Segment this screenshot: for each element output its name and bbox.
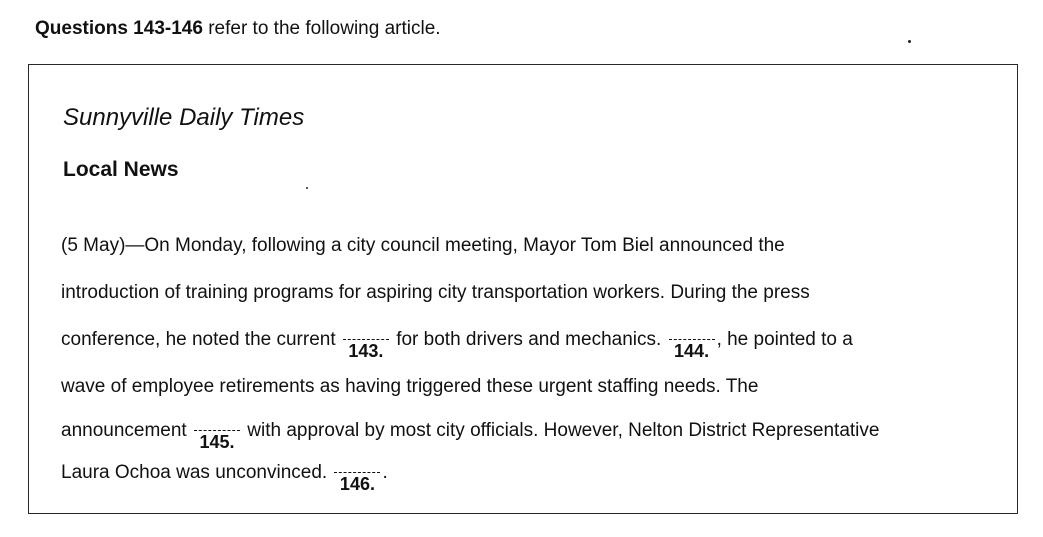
- article-line-6-start: Laura Ochoa was unconvinced.: [61, 462, 333, 483]
- article-line-5: [61, 420, 880, 452]
- paper-speck: [908, 40, 911, 43]
- blank-dash: [334, 472, 380, 473]
- article-line-6: [61, 462, 388, 494]
- article-line-2: introduction of training programs for aspiring city transportation workers. During the press: [61, 282, 810, 303]
- blank-dash: [343, 339, 389, 340]
- article-line-3-end: , he pointed to a: [716, 329, 853, 350]
- article-line-4: wave of employee retirements as having triggered these urgent staffing needs. The: [61, 376, 759, 397]
- questions-range: Questions 143-146: [35, 18, 203, 39]
- article-line-6-end: .: [382, 462, 388, 483]
- blank-145[interactable]: [192, 421, 242, 452]
- blank-dash: [669, 339, 715, 340]
- blank-number: 144.: [674, 341, 710, 361]
- article-line-3-middle: for both drivers and mechanics.: [390, 329, 667, 350]
- article-line-1: (5 May)—On Monday, following a city council meeting, Mayor Tom Biel announced the: [61, 235, 785, 256]
- blank-number: 146.: [339, 474, 375, 494]
- questions-instruction: refer to the following article.: [202, 18, 441, 39]
- blank-144[interactable]: [667, 330, 717, 361]
- blank-number: 145.: [199, 432, 235, 452]
- bleed-through-text: [500, 30, 505, 51]
- questions-header: [35, 18, 441, 40]
- blank-number: 143.: [348, 341, 384, 361]
- blank-146[interactable]: [332, 463, 382, 494]
- newspaper-title: Sunnyville Daily Times: [63, 104, 305, 131]
- blank-143[interactable]: [341, 330, 391, 361]
- article-line-3-start: conference, he noted the current: [61, 329, 341, 350]
- article-line-5-start: announcement: [61, 420, 192, 441]
- section-heading: Local News: [63, 158, 179, 181]
- blank-dash: [194, 430, 240, 431]
- article-line-5-end: with approval by most city officials. However, Nelton District Representative: [242, 420, 880, 441]
- article-line-3: [61, 329, 853, 361]
